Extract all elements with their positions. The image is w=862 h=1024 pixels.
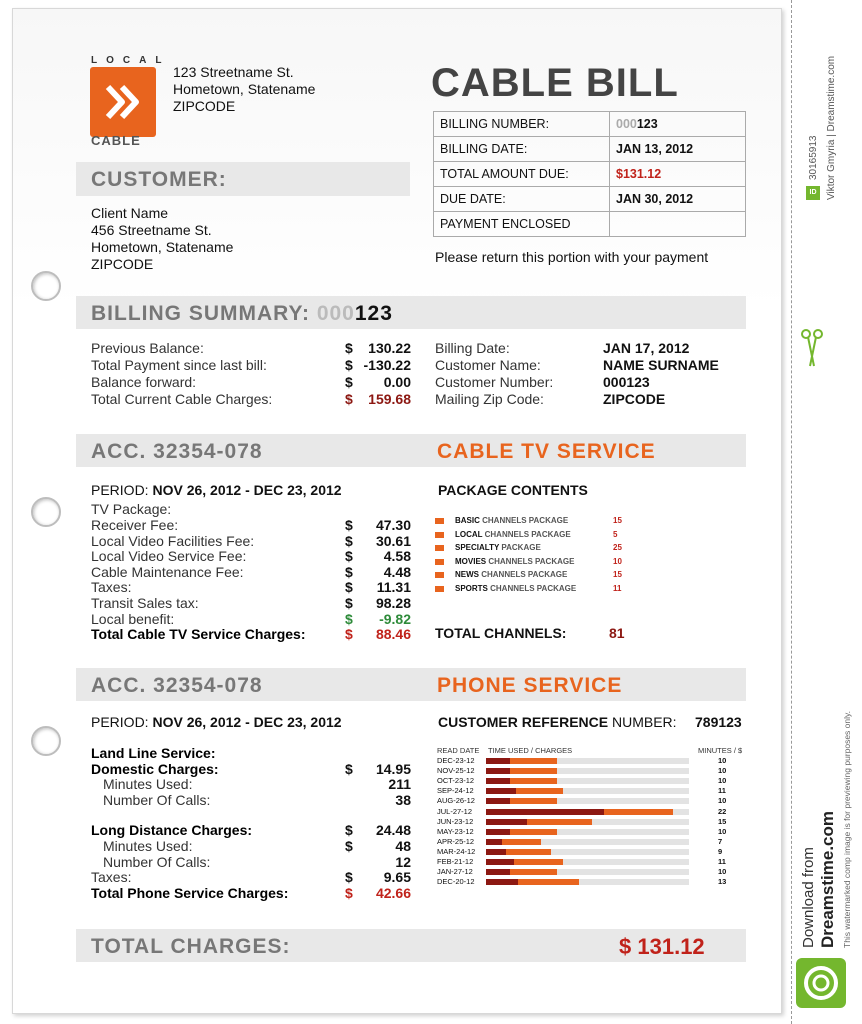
usage-minutes: 10	[718, 766, 727, 776]
table-row	[434, 162, 746, 187]
tv-item-label: Local Video Service Fee:	[91, 548, 247, 565]
billing-number-value	[610, 112, 746, 137]
tv-item-label: Local benefit:	[91, 610, 175, 627]
customer-line: Client Name	[91, 205, 169, 221]
logo-icon	[90, 67, 156, 137]
tv-item-sign: $	[345, 610, 353, 627]
package-bullet-icon	[435, 532, 444, 538]
package-count: 15	[613, 516, 622, 525]
package-rest: CHANNELS PACKAGE	[479, 570, 568, 579]
package-item	[455, 530, 571, 539]
package-key: NEWS	[455, 570, 479, 579]
address-line: ZIPCODE	[173, 98, 236, 114]
phone-item-label: Long Distance Charges:	[91, 822, 253, 839]
total-channels-label: TOTAL CHANNELS:	[435, 625, 567, 641]
usage-minutes: 10	[718, 756, 727, 765]
package-bullet-icon	[435, 572, 444, 578]
usage-minutes: 13	[718, 877, 727, 887]
package-contents-heading: PACKAGE CONTENTS	[438, 482, 588, 498]
stock-copyright: Viktor Gmyria | Dreamstime.com	[826, 55, 837, 200]
usage-date: FEB-21-12	[437, 857, 474, 866]
phone-item-value: 9.65	[383, 869, 411, 886]
usage-date: MAR-24-12	[437, 846, 476, 856]
usage-minutes: 7	[718, 836, 723, 846]
usage-minutes: 22	[718, 806, 727, 816]
package-count: 15	[613, 570, 622, 579]
billing-info-table	[433, 111, 746, 237]
tv-item-sign: $	[345, 626, 353, 643]
usage-charge-bar	[486, 849, 506, 855]
tv-item-sign: $	[345, 563, 353, 580]
punch-hole	[31, 497, 61, 527]
usage-charge-bar	[486, 809, 604, 815]
phone-account-number: ACC. 32354-078	[91, 674, 263, 697]
package-item	[455, 543, 541, 552]
tv-item-value: 11.31	[376, 579, 411, 596]
id-badge: ID	[806, 186, 820, 200]
phone-item-sign: $	[345, 838, 353, 854]
billing-summary-heading	[91, 302, 393, 326]
package-bullet-icon	[435, 545, 444, 551]
download-from: Download from	[800, 847, 817, 948]
phone-item-label: Land Line Service:	[91, 745, 216, 761]
usage-date: AUG-26-12	[437, 796, 475, 806]
package-count: 25	[613, 543, 622, 552]
summary-number: 123	[354, 302, 393, 325]
logo-top-text: LOCAL	[91, 55, 171, 66]
billing-date-label: BILLING DATE:	[434, 137, 610, 162]
usage-date: JUL-27-12	[437, 806, 473, 816]
usage-col-minutes: MINUTES / $	[698, 746, 743, 755]
tv-item-sign: $	[345, 595, 353, 611]
reference-suffix: NUMBER:	[608, 714, 677, 730]
summary-label: Total Payment since last bill:	[91, 357, 267, 373]
billing-number-suffix: 123	[636, 117, 658, 131]
logo-bottom-text: CABLE	[91, 133, 141, 148]
cable-tv-heading: CABLE TV SERVICE	[437, 440, 656, 463]
tv-item-value: -9.82	[379, 610, 411, 627]
table-row	[434, 112, 746, 137]
period-label: PERIOD:	[91, 482, 149, 498]
summary-right-label: Customer Number:	[435, 374, 554, 390]
tv-item-sign: $	[345, 532, 353, 549]
usage-charge-bar	[486, 758, 510, 764]
package-key: MOVIES	[455, 556, 487, 566]
package-count: 5	[613, 529, 618, 539]
usage-date: JAN-27-12	[437, 867, 473, 877]
phone-item-value: 48	[395, 838, 411, 854]
phone-item-label: Number Of Calls:	[103, 791, 211, 808]
package-count: 10	[613, 556, 622, 566]
address-line: 123 Streetname St.	[173, 64, 294, 80]
customer-line: Hometown, Statename	[91, 239, 234, 255]
tv-item-value: 4.58	[383, 548, 411, 565]
usage-charge-bar	[486, 778, 510, 784]
summary-right-label: Customer Name:	[435, 357, 541, 373]
summary-right-value: JAN 17, 2012	[603, 340, 690, 356]
usage-charge-bar	[486, 768, 510, 774]
summary-value: 159.68	[368, 391, 411, 407]
package-item	[455, 557, 574, 566]
package-bullet-icon	[435, 559, 444, 565]
tv-item-label: Total Cable TV Service Charges:	[91, 626, 306, 643]
usage-charge-bar	[486, 819, 527, 825]
phone-item-label: Number Of Calls:	[103, 853, 211, 870]
phone-item-sign: $	[345, 822, 353, 839]
usage-charge-bar	[486, 798, 510, 804]
usage-col-time: TIME USED / CHARGES	[488, 746, 573, 755]
package-key: BASIC	[455, 516, 480, 525]
phone-item-label: Minutes Used:	[103, 776, 193, 793]
tv-period	[91, 482, 342, 498]
summary-value: -130.22	[363, 357, 411, 373]
tv-item-value: 88.46	[375, 626, 411, 643]
package-item	[455, 584, 576, 593]
period-value: NOV 26, 2012 - DEC 23, 2012	[152, 714, 342, 730]
summary-label: Previous Balance:	[91, 340, 204, 356]
address-line: Hometown, Statename	[173, 81, 316, 97]
tv-item-sign: $	[345, 548, 353, 565]
phone-service-heading: PHONE SERVICE	[437, 674, 623, 697]
customer-reference	[438, 714, 677, 730]
due-date-value: JAN 30, 2012	[610, 187, 746, 212]
usage-minutes: 9	[718, 846, 723, 856]
usage-charge-bar	[486, 788, 516, 794]
package-count: 11	[613, 583, 622, 593]
usage-charge-bar	[486, 829, 510, 835]
summary-right-value: ZIPCODE	[603, 391, 666, 407]
package-key: SPECIALTY	[455, 543, 500, 552]
billing-date-value: JAN 13, 2012	[610, 137, 746, 162]
total-charges-label: TOTAL CHARGES:	[91, 935, 291, 958]
punch-hole	[31, 271, 61, 301]
phone-item-label: Domestic Charges:	[91, 760, 219, 777]
package-rest: CHANNELS PACKAGE	[487, 583, 577, 593]
package-rest: CHANNELS PACKAGE	[482, 529, 571, 539]
phone-item-label: Total Phone Service Charges:	[91, 884, 289, 901]
punch-hole	[31, 726, 61, 756]
summary-right-value: NAME SURNAME	[603, 357, 719, 373]
tv-item-value: 98.28	[375, 595, 411, 611]
total-charges-amount	[619, 934, 705, 960]
reference-number: 789123	[695, 714, 742, 730]
usage-col-date: READ DATE	[437, 746, 480, 755]
usage-date: DEC-23-12	[437, 756, 475, 765]
tv-item-sign: $	[345, 579, 353, 596]
tv-item-value: 30.61	[375, 532, 411, 549]
package-bullet-icon	[435, 586, 444, 592]
usage-charge-bar	[486, 869, 510, 875]
bill-page	[12, 8, 782, 1014]
billing-number-label: BILLING NUMBER:	[434, 112, 610, 137]
payment-enclosed-field[interactable]	[610, 212, 746, 237]
usage-date: MAY-23-12	[437, 826, 474, 836]
phone-item-value: 14.95	[375, 760, 411, 777]
usage-date: NOV-25-12	[437, 766, 475, 776]
usage-minutes: 10	[718, 796, 727, 806]
phone-item-sign: $	[345, 760, 353, 777]
summary-sign: $	[345, 340, 353, 356]
usage-date: DEC-20-12	[437, 877, 475, 887]
billing-number-prefix: 000	[616, 117, 637, 131]
package-rest: CHANNELS PACKAGE	[479, 516, 569, 525]
summary-number-prefix: 000	[316, 302, 355, 325]
tv-item-label: Taxes:	[91, 579, 132, 596]
tv-item-label: Receiver Fee:	[91, 517, 179, 533]
summary-heading-text: BILLING SUMMARY:	[91, 302, 310, 325]
package-item	[455, 570, 567, 579]
table-row	[434, 212, 746, 237]
package-bullet-icon	[435, 518, 444, 524]
return-note: Please return this portion with your payment	[435, 249, 709, 265]
package-key: SPORTS	[455, 583, 488, 593]
phone-item-sign: $	[345, 869, 353, 886]
amount-due-label: TOTAL AMOUNT DUE:	[434, 162, 610, 187]
phone-item-value: 38	[395, 791, 411, 808]
page-title: CABLE BILL	[431, 61, 679, 105]
total-value: 131.12	[637, 934, 705, 959]
phone-item-sign: $	[345, 884, 353, 901]
customer-address	[91, 205, 233, 273]
scissors-icon	[800, 326, 824, 377]
spacer	[806, 186, 820, 200]
usage-charge-bar	[486, 839, 502, 845]
summary-label: Balance forward:	[91, 374, 197, 390]
phone-item-value: 24.48	[375, 822, 411, 839]
usage-date: OCT-23-12	[437, 776, 475, 786]
period-label: PERIOD:	[91, 714, 149, 730]
usage-date: SEP-24-12	[437, 786, 474, 796]
tv-item-sign: $	[345, 517, 353, 533]
usage-date: APR-25-12	[437, 836, 475, 846]
usage-date: JUN-23-12	[437, 816, 474, 826]
payment-enclosed-label: PAYMENT ENCLOSED	[434, 212, 610, 237]
perforation-line	[791, 0, 792, 1024]
table-row	[434, 187, 746, 212]
phone-item-label: Minutes Used:	[103, 838, 193, 854]
amount-due-value: $131.12	[610, 162, 746, 187]
tv-item-value: 4.48	[383, 563, 411, 580]
summary-right-value: 000123	[603, 374, 650, 390]
total-sign: $	[619, 934, 632, 959]
usage-minutes: 10	[718, 867, 727, 877]
tv-item-label: Transit Sales tax:	[91, 595, 199, 611]
tv-item-value: 47.30	[375, 517, 411, 533]
reference-label: CUSTOMER REFERENCE	[438, 714, 609, 730]
tv-item-label: Cable Maintenance Fee:	[91, 563, 244, 580]
phone-period	[91, 714, 342, 730]
usage-charge-bar	[486, 879, 518, 885]
package-rest: CHANNELS PACKAGE	[486, 556, 575, 566]
summary-sign: $	[345, 374, 353, 390]
table-row	[434, 137, 746, 162]
usage-minutes: 11	[718, 786, 726, 796]
summary-right-label: Mailing Zip Code:	[435, 391, 544, 407]
tv-account-number: ACC. 32354-078	[91, 440, 263, 463]
usage-minutes: 10	[718, 776, 727, 786]
company-address	[173, 64, 315, 115]
customer-line: ZIPCODE	[91, 256, 154, 272]
usage-charge-bar	[486, 859, 514, 865]
package-item	[455, 516, 568, 525]
period-value: NOV 26, 2012 - DEC 23, 2012	[152, 482, 342, 498]
dreamstime-logo-icon	[796, 958, 846, 1008]
package-rest: PACKAGE	[499, 543, 541, 552]
usage-minutes: 10	[718, 826, 727, 836]
summary-sign: $	[345, 357, 353, 373]
phone-item-label: Taxes:	[91, 869, 132, 886]
customer-heading: CUSTOMER:	[91, 168, 227, 191]
summary-sign: $	[345, 391, 353, 407]
total-channels-value: 81	[609, 625, 625, 641]
phone-item-value: 211	[388, 776, 411, 793]
phone-item-value: 42.66	[375, 884, 411, 901]
stock-id: 30165913	[808, 135, 819, 180]
package-key: LOCAL	[455, 529, 483, 539]
stock-site: Dreamstime.com	[818, 810, 837, 948]
tv-package-label: TV Package:	[91, 501, 172, 517]
due-date-label: DUE DATE:	[434, 187, 610, 212]
usage-minutes: 11	[718, 857, 726, 866]
usage-minutes: 15	[718, 816, 727, 826]
summary-label: Total Current Cable Charges:	[91, 391, 273, 407]
stock-notice: This watermarked comp image is for previewing purposes only.	[842, 711, 852, 948]
summary-value: 130.22	[368, 340, 411, 356]
tv-item-label: Local Video Facilities Fee:	[91, 532, 255, 549]
summary-value: 0.00	[383, 374, 411, 390]
customer-line: 456 Streetname St.	[91, 222, 212, 238]
summary-right-label: Billing Date:	[435, 340, 510, 356]
phone-item-value: 12	[395, 853, 411, 870]
